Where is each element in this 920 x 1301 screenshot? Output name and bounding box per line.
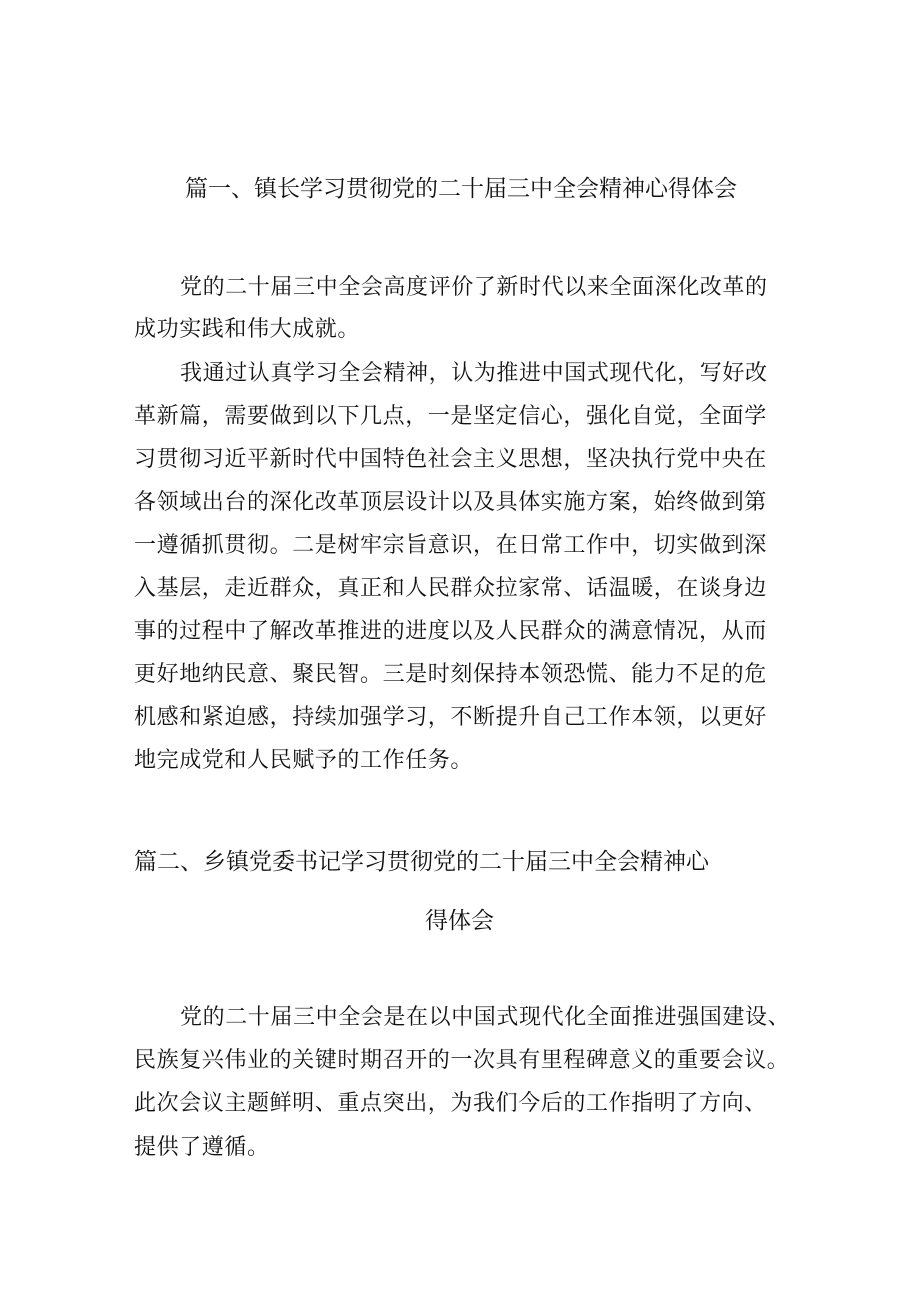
paragraph-line: 革新篇，需要做到以下几点，一是坚定信心，强化自觉，全面学 [134, 404, 767, 429]
section-2-title-line-1: 篇二、乡镇党委书记学习贯彻党的二十届三中全会精神心 [134, 849, 709, 875]
paragraph-line: 机感和紧迫感，持续加强学习，不断提升自己工作本领，以更好 [134, 705, 767, 730]
section-1-title: 篇一、镇长学习贯彻党的二十届三中全会精神心得体会 [185, 176, 737, 202]
paragraph-line: 此次会议主题鲜明、重点突出，为我们今后的工作指明了方向、 [134, 1091, 767, 1116]
paragraph-line: 地完成党和人民赋予的工作任务。 [134, 748, 474, 773]
paragraph-line: 一遵循抓贯彻。二是树牢宗旨意识，在日常工作中，切实做到深 [134, 533, 767, 558]
paragraph-line: 更好地纳民意、聚民智。三是时刻保持本领恐慌、能力不足的危 [134, 662, 767, 687]
paragraph-line: 党的二十届三中全会是在以中国式现代化全面推进强国建设、 [180, 1005, 791, 1030]
paragraph-line: 习贯彻习近平新时代中国特色社会主义思想，坚决执行党中央在 [134, 447, 767, 472]
section-2-title-line-2: 得体会 [425, 908, 494, 934]
paragraph-line: 党的二十届三中全会高度评价了新时代以来全面深化改革的 [180, 275, 768, 300]
paragraph-line: 我通过认真学习全会精神，认为推进中国式现代化，写好改 [180, 361, 768, 386]
paragraph-line: 成功实践和伟大成就。 [134, 317, 361, 342]
paragraph-line: 民族复兴伟业的关键时期召开的一次具有里程碑意义的重要会议。 [134, 1048, 790, 1073]
paragraph-line: 事的过程中了解改革推进的进度以及人民群众的满意情况，从而 [134, 619, 767, 644]
paragraph-line: 提供了遵循。 [134, 1135, 270, 1160]
paragraph-line: 各领域出台的深化改革顶层设计以及具体实施方案，始终做到第 [134, 490, 767, 515]
paragraph-line: 入基层，走近群众，真正和人民群众拉家常、话温暖，在谈身边 [134, 576, 767, 601]
